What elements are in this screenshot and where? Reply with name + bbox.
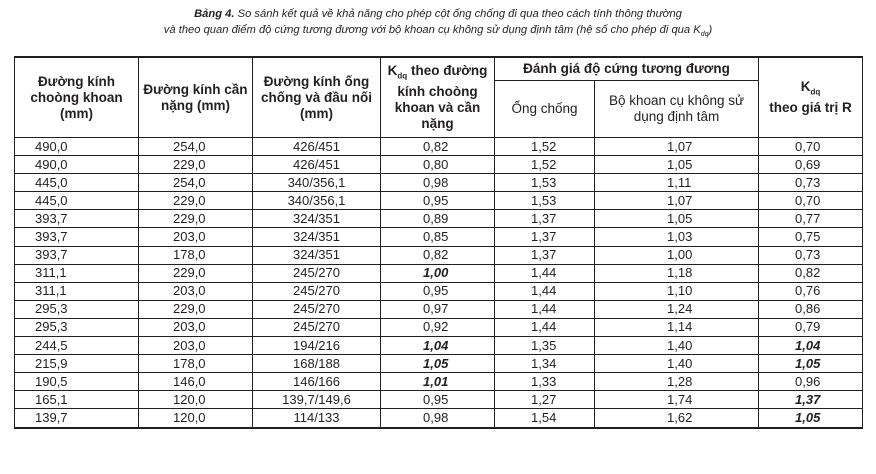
cell-kdq: 0,80: [381, 156, 495, 174]
cell-r: 0,96: [759, 373, 863, 391]
cell-kdq: 0,98: [381, 174, 495, 192]
cell-kdq: 0,95: [381, 391, 495, 409]
data-table: [14, 56, 863, 429]
cell-bha: 1,10: [595, 282, 759, 300]
cell-bit: 311,1: [15, 264, 139, 282]
cell-r: 1,05: [759, 409, 863, 428]
cell-bit: 215,9: [15, 355, 139, 373]
header-kdq-sub: dq: [397, 71, 408, 81]
cell-bit: 490,0: [15, 138, 139, 156]
cell-bit: 190,5: [15, 373, 139, 391]
cell-casing: 324/351: [253, 228, 381, 246]
cell-r: 1,05: [759, 355, 863, 373]
cell-kdq: 0,97: [381, 300, 495, 318]
cell-bha: 1,05: [595, 156, 759, 174]
cell-casing: 340/356,1: [253, 174, 381, 192]
cell-r: 0,77: [759, 210, 863, 228]
cell-pipe: 1,34: [495, 355, 595, 373]
cell-bha: 1,40: [595, 337, 759, 355]
table-row: [15, 391, 863, 409]
table-row: [15, 156, 863, 174]
header-kdq: [381, 57, 495, 138]
table-row: [15, 246, 863, 264]
cell-bha: 1,07: [595, 138, 759, 156]
cell-casing: 194/216: [253, 337, 381, 355]
cell-kdq: 0,85: [381, 228, 495, 246]
cell-collar: 254,0: [139, 138, 253, 156]
cell-collar: 229,0: [139, 192, 253, 210]
cell-bit: 445,0: [15, 174, 139, 192]
header-bit-diameter: Đường kính choòng khoan (mm): [15, 57, 139, 138]
cell-collar: 178,0: [139, 355, 253, 373]
table-row: [15, 300, 863, 318]
header-kdq-r: [759, 57, 863, 138]
cell-bit: 445,0: [15, 192, 139, 210]
cell-pipe: 1,44: [495, 318, 595, 336]
cell-kdq: 0,95: [381, 192, 495, 210]
cell-kdq: 0,82: [381, 138, 495, 156]
cell-collar: 203,0: [139, 228, 253, 246]
cell-casing: 114/133: [253, 409, 381, 428]
caption-text-1: So sánh kết quả về khả năng cho phép cột ống chống đi qua theo cách tính thông thường: [237, 8, 682, 20]
cell-bha: 1,03: [595, 228, 759, 246]
header-collar-diameter: Đường kính cần nặng (mm): [139, 57, 253, 138]
cell-bha: 1,18: [595, 264, 759, 282]
cell-casing: 146/166: [253, 373, 381, 391]
cell-r: 0,75: [759, 228, 863, 246]
cell-r: 0,86: [759, 300, 863, 318]
cell-pipe: 1,53: [495, 174, 595, 192]
cell-kdq: 1,00: [381, 264, 495, 282]
cell-bha: 1,11: [595, 174, 759, 192]
table-row: [15, 337, 863, 355]
cell-bha: 1,05: [595, 210, 759, 228]
cell-casing: 245/270: [253, 318, 381, 336]
cell-r: 1,37: [759, 391, 863, 409]
caption-text-2: và theo quan điểm độ cứng tương đương với bộ khoan cụ không sử dụng định tâm (hệ số cho phép đi qua K: [163, 24, 701, 36]
cell-r: 0,70: [759, 138, 863, 156]
caption-line-1: [0, 6, 876, 22]
cell-bit: 244,5: [15, 337, 139, 355]
cell-bha: 1,62: [595, 409, 759, 428]
cell-kdq: 0,95: [381, 282, 495, 300]
cell-collar: 203,0: [139, 337, 253, 355]
header-stiffness-group: Đánh giá độ cứng tương đương: [495, 57, 759, 81]
table-row: [15, 264, 863, 282]
cell-kdq: 1,01: [381, 373, 495, 391]
table-row: [15, 355, 863, 373]
cell-r: 0,69: [759, 156, 863, 174]
cell-casing: 245/270: [253, 264, 381, 282]
cell-pipe: 1,27: [495, 391, 595, 409]
cell-bha: 1,28: [595, 373, 759, 391]
cell-bit: 295,3: [15, 300, 139, 318]
cell-kdq: 0,92: [381, 318, 495, 336]
cell-bha: 1,74: [595, 391, 759, 409]
cell-casing: 340/356,1: [253, 192, 381, 210]
cell-collar: 254,0: [139, 174, 253, 192]
cell-pipe: 1,35: [495, 337, 595, 355]
cell-collar: 178,0: [139, 246, 253, 264]
caption-end: ): [708, 24, 713, 36]
header-kdqr-rest: theo giá trị R: [769, 100, 852, 116]
cell-pipe: 1,52: [495, 156, 595, 174]
table-row: [15, 282, 863, 300]
cell-bit: 393,7: [15, 246, 139, 264]
cell-r: 0,70: [759, 192, 863, 210]
cell-bit: 393,7: [15, 210, 139, 228]
cell-r: 0,82: [759, 264, 863, 282]
table-row: [15, 210, 863, 228]
cell-kdq: 0,82: [381, 246, 495, 264]
cell-collar: 229,0: [139, 300, 253, 318]
cell-collar: 203,0: [139, 318, 253, 336]
cell-bha: 1,40: [595, 355, 759, 373]
cell-kdq: 1,04: [381, 337, 495, 355]
cell-pipe: 1,33: [495, 373, 595, 391]
table-row: [15, 174, 863, 192]
table-row: [15, 373, 863, 391]
cell-kdq: 0,98: [381, 409, 495, 428]
cell-collar: 229,0: [139, 156, 253, 174]
table-row: [15, 138, 863, 156]
cell-casing: 426/451: [253, 138, 381, 156]
cell-r: 1,04: [759, 337, 863, 355]
cell-bit: 490,0: [15, 156, 139, 174]
cell-pipe: 1,37: [495, 246, 595, 264]
cell-r: 0,79: [759, 318, 863, 336]
header-kdqr-sub: dq: [810, 87, 821, 97]
cell-bha: 1,00: [595, 246, 759, 264]
cell-casing: 139,7/149,6: [253, 391, 381, 409]
table-caption: [0, 0, 876, 40]
cell-r: 0,73: [759, 174, 863, 192]
caption-label: Bảng 4.: [194, 8, 235, 20]
cell-pipe: 1,44: [495, 300, 595, 318]
cell-casing: 245/270: [253, 300, 381, 318]
caption-line-2: [0, 22, 876, 43]
cell-pipe: 1,54: [495, 409, 595, 428]
cell-collar: 203,0: [139, 282, 253, 300]
cell-r: 0,73: [759, 246, 863, 264]
cell-bit: 139,7: [15, 409, 139, 428]
header-bha: Bộ khoan cụ không sử dụng định tâm: [595, 81, 759, 138]
cell-collar: 229,0: [139, 264, 253, 282]
cell-casing: 324/351: [253, 246, 381, 264]
cell-pipe: 1,44: [495, 282, 595, 300]
header-casing-diameter: Đường kính ống chống và đầu nối (mm): [253, 57, 381, 138]
cell-pipe: 1,37: [495, 228, 595, 246]
caption-sub: dq: [700, 31, 709, 39]
cell-pipe: 1,53: [495, 192, 595, 210]
cell-bha: 1,07: [595, 192, 759, 210]
cell-pipe: 1,52: [495, 138, 595, 156]
table-row: [15, 228, 863, 246]
header-kdq-rest: theo đường kính choòng khoan và cần nặng: [394, 62, 488, 132]
cell-bit: 295,3: [15, 318, 139, 336]
cell-r: 0,76: [759, 282, 863, 300]
cell-kdq: 0,89: [381, 210, 495, 228]
cell-collar: 229,0: [139, 210, 253, 228]
cell-collar: 120,0: [139, 409, 253, 428]
cell-casing: 324/351: [253, 210, 381, 228]
cell-collar: 146,0: [139, 373, 253, 391]
header-kdqr-k: K: [800, 78, 811, 94]
cell-bha: 1,24: [595, 300, 759, 318]
cell-bit: 311,1: [15, 282, 139, 300]
cell-casing: 168/188: [253, 355, 381, 373]
table-row: [15, 409, 863, 428]
cell-casing: 426/451: [253, 156, 381, 174]
cell-bit: 393,7: [15, 228, 139, 246]
header-kdq-k: K: [387, 62, 398, 78]
cell-kdq: 1,05: [381, 355, 495, 373]
header-casing-pipe: Ống chống: [495, 81, 595, 138]
table-row: [15, 318, 863, 336]
cell-collar: 120,0: [139, 391, 253, 409]
cell-bit: 165,1: [15, 391, 139, 409]
cell-casing: 245/270: [253, 282, 381, 300]
table-row: [15, 192, 863, 210]
cell-bha: 1,14: [595, 318, 759, 336]
cell-pipe: 1,37: [495, 210, 595, 228]
cell-pipe: 1,44: [495, 264, 595, 282]
